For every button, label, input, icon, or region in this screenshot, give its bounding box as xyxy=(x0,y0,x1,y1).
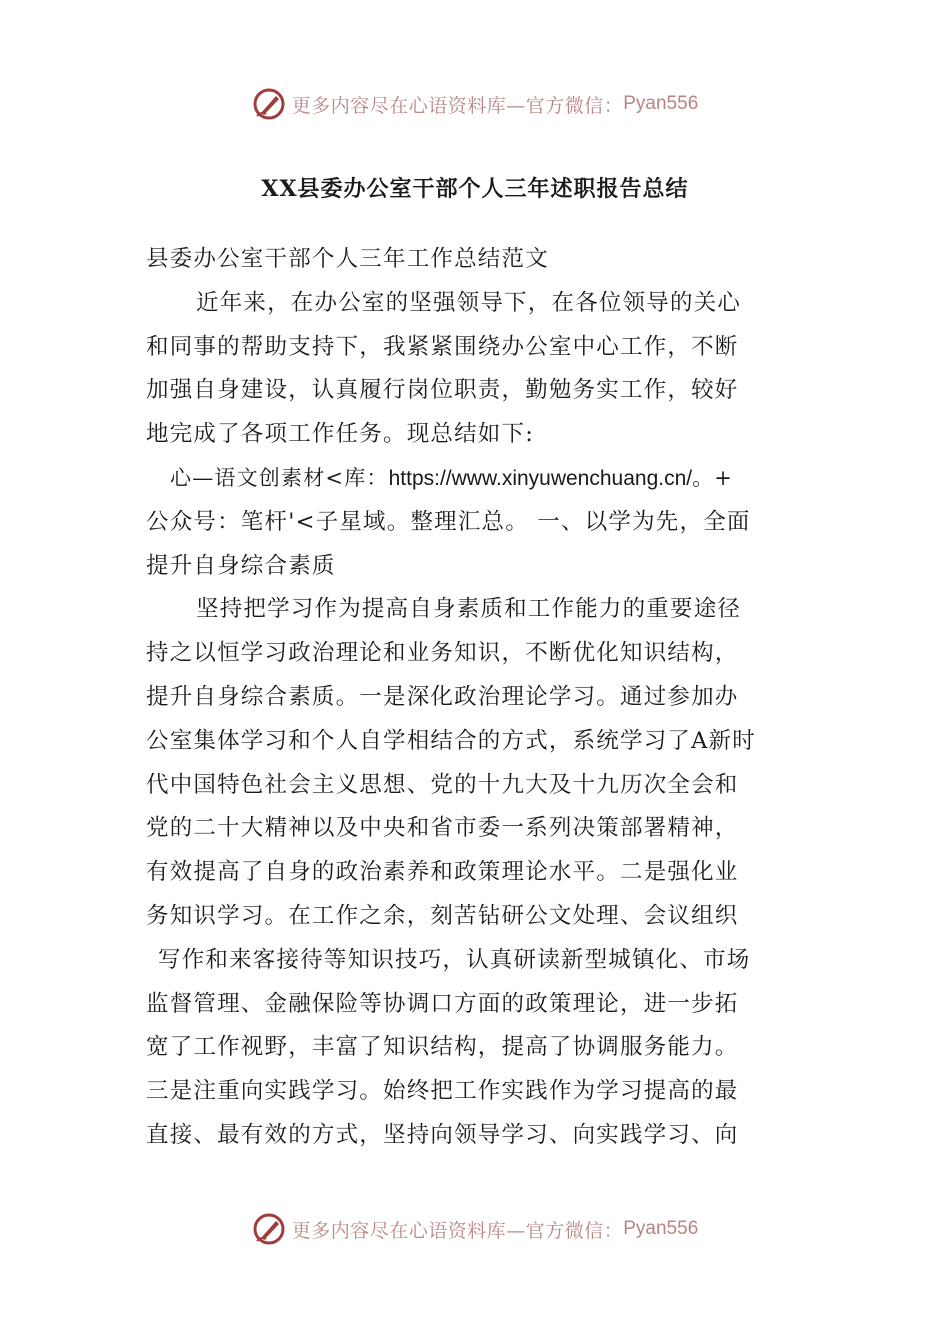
para2-line: 党的二十大精神以及中央和省市委一系列决策部署精神， xyxy=(146,815,739,842)
para1-line: 和同事的帮助支持下，我紧紧围绕办公室中心工作，不断 xyxy=(146,333,739,360)
banner-text: 更多内容尽在心语资料库—官方微信： xyxy=(291,1219,624,1242)
document-title: XX县委办公室干部个人三年述职报告总结 xyxy=(261,176,689,202)
source-suffix: 。+ xyxy=(692,465,734,490)
document-body xyxy=(146,238,806,1158)
para2-line: 宽了工作视野，丰富了知识结构，提高了协调服务能力。 xyxy=(146,1034,739,1061)
para2-line: 提升自身综合素质。一是深化政治理论学习。通过参加办 xyxy=(146,683,739,710)
para2-line: 公室集体学习和个人自学相结合的方式，系统学习了A新时 xyxy=(146,727,756,754)
source-url-link[interactable]: https://www.xinyuwenchuang.cn/ xyxy=(388,466,693,490)
para2-line: 直接、最有效的方式，坚持向领导学习、向实践学习、向 xyxy=(146,1121,739,1148)
para1-line: 加强自身建设，认真履行岗位职责，勤勉务实工作，较好 xyxy=(146,377,739,404)
banner-wechat-id: Pyan556 xyxy=(623,1218,699,1239)
para1-line: 地完成了各项工作任务。现总结如下: xyxy=(146,421,534,448)
para2-line: 务知识学习。在工作之余，刻苦钻研公文处理、会议组织 xyxy=(146,902,739,929)
banner-wechat-id: Pyan556 xyxy=(623,93,699,114)
para2-line: 三是注重向实践学习。始终把工作实践作为学习提高的最 xyxy=(146,1078,739,1105)
para1-line: 近年来，在办公室的坚强领导下，在各位领导的关心 xyxy=(196,289,742,316)
pen-logo-icon xyxy=(252,1212,286,1246)
footer-banner xyxy=(0,1209,950,1249)
para2-line: 写作和来客接待等知识技巧，认真研读新型城镇化、市场 xyxy=(158,946,751,973)
banner-text: 更多内容尽在心语资料库—官方微信： xyxy=(291,94,624,117)
para2-line: 代中国特色社会主义思想、党的十九大及十九历次全会和 xyxy=(146,771,739,798)
source-line xyxy=(146,457,806,501)
section1-heading-end: 提升自身综合素质 xyxy=(146,552,336,579)
para2-line: 监督管理、金融保险等协调口方面的政策理论，进一步拓 xyxy=(146,990,739,1017)
source-line-2: 公众号：笔杆'<子星域。整理汇总。 一、以学为先，全面 xyxy=(146,508,751,535)
document-subtitle: 县委办公室干部个人三年工作总结范文 xyxy=(146,246,549,272)
para2-line: 持之以恒学习政治理论和业务知识，不断优化知识结构， xyxy=(146,640,739,667)
para2-line: 有效提高了自身的政治素养和政策理论水平。二是强化业 xyxy=(146,859,739,886)
para2-line: 坚持把学习作为提高自身素质和工作能力的重要途径 xyxy=(196,596,742,623)
pen-logo-icon xyxy=(252,87,286,121)
source-prefix: 心—语文创素材<库： xyxy=(170,465,389,490)
header-banner xyxy=(0,84,950,124)
